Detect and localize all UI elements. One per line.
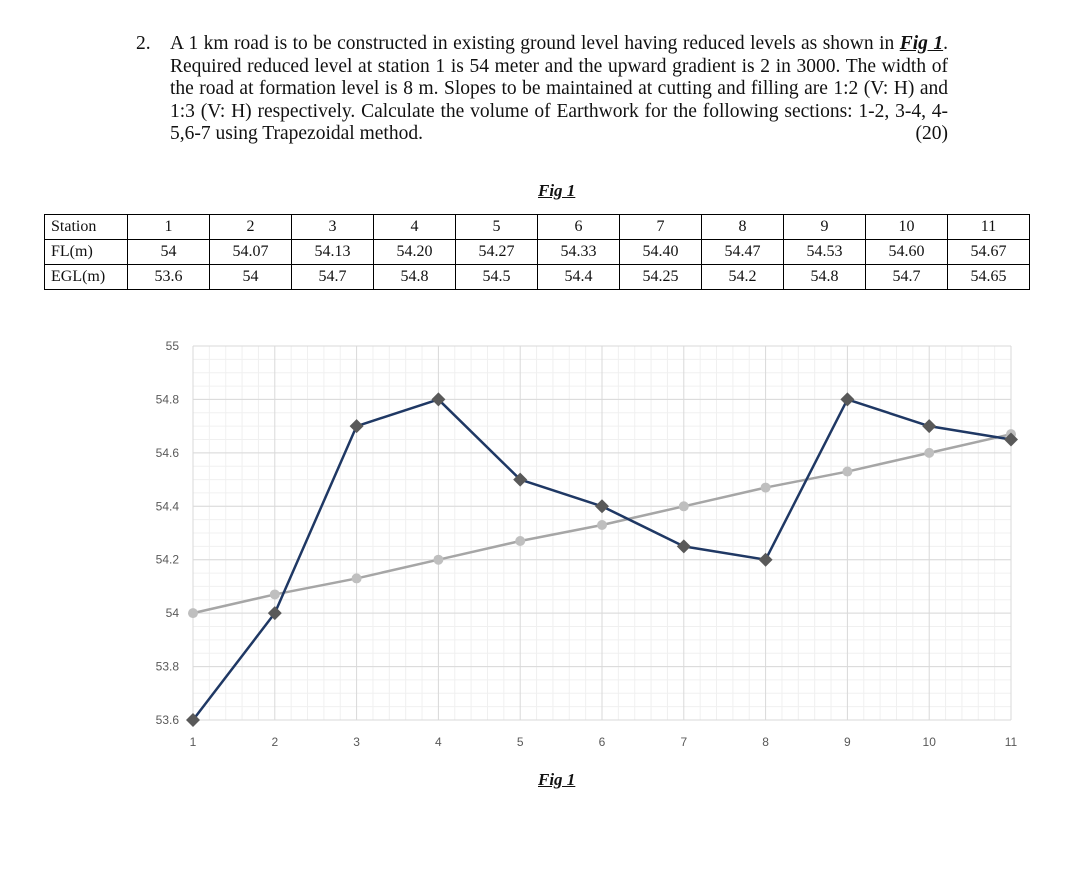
egl-cell: 54.4 (538, 265, 620, 290)
station-cell: 2 (210, 215, 292, 240)
x-tick-label: 2 (271, 735, 279, 749)
data-point-fl (761, 483, 771, 493)
y-tick-label: 54.2 (155, 552, 179, 567)
data-point-egl (595, 499, 609, 513)
fl-cell: 54 (128, 240, 210, 265)
egl-cell: 54.25 (620, 265, 702, 290)
x-tick-label: 10 (922, 735, 936, 749)
figure-caption-top: Fig 1 (538, 181, 576, 200)
fl-cell: 54.47 (702, 240, 784, 265)
data-point-egl (350, 419, 364, 433)
x-tick-label: 5 (516, 735, 524, 749)
x-tick-label: 11 (1004, 735, 1018, 749)
row-header-station: Station (45, 215, 128, 240)
fl-cell: 54.13 (292, 240, 374, 265)
data-point-fl (352, 573, 362, 583)
station-cell: 5 (456, 215, 538, 240)
data-point-egl (922, 419, 936, 433)
data-point-fl (679, 501, 689, 511)
data-point-fl (842, 467, 852, 477)
station-cell: 10 (866, 215, 948, 240)
y-tick-label: 53.8 (155, 659, 179, 674)
station-cell: 4 (374, 215, 456, 240)
data-point-fl (188, 608, 198, 618)
egl-cell: 54.8 (374, 265, 456, 290)
egl-cell: 54.2 (702, 265, 784, 290)
y-tick-label: 54 (165, 606, 179, 621)
marks-label: (20) (915, 123, 948, 144)
question-number: 2. (136, 33, 151, 54)
egl-cell: 54.7 (292, 265, 374, 290)
figure-reference: Fig 1 (899, 33, 944, 54)
fl-cell: 54.60 (866, 240, 948, 265)
y-tick-label: 54.4 (155, 499, 179, 514)
data-point-fl (597, 520, 607, 530)
x-tick-label: 8 (762, 735, 769, 749)
row-header-egl: EGL(m) (45, 265, 128, 290)
fl-cell: 54.40 (620, 240, 702, 265)
egl-cell: 54 (210, 265, 292, 290)
egl-cell: 54.5 (456, 265, 538, 290)
fl-cell: 54.20 (374, 240, 456, 265)
fl-cell: 54.53 (784, 240, 866, 265)
station-cell: 6 (538, 215, 620, 240)
data-point-fl (515, 536, 525, 546)
question-text-intro: A 1 km road is to be constructed in existing ground level having reduced levels as shown in (170, 33, 895, 54)
x-tick-label: 6 (598, 735, 606, 749)
fl-cell: 54.67 (948, 240, 1030, 265)
station-cell: 7 (620, 215, 702, 240)
x-tick-label: 1 (189, 735, 197, 749)
station-cell: 9 (784, 215, 866, 240)
station-cell: 1 (128, 215, 210, 240)
data-point-fl (924, 448, 934, 458)
station-cell: 3 (292, 215, 374, 240)
x-tick-label: 7 (680, 735, 688, 749)
y-tick-label: 53.6 (155, 713, 179, 727)
egl-cell: 53.6 (128, 265, 210, 290)
egl-cell: 54.7 (866, 265, 948, 290)
x-tick-label: 4 (435, 735, 442, 749)
question-text-main: . Required reduced level at station 1 is 54 meter and the upward gradient is 2 in 3000. The width of the road at formation level is 8 m. Slopes to be maintained at cutting and filling are 1:2 (V: H) and 1:3 (V: H) respectively. Calculate the volume of Earthwork for the following sections: 1-2, 3-4, 4-5,6-7 using Trapezoidal method. (170, 33, 948, 144)
figure-caption-bottom: Fig 1 (538, 770, 576, 789)
row-header-fl: FL(m) (45, 240, 128, 265)
data-point-egl (677, 539, 691, 553)
fl-cell: 54.07 (210, 240, 292, 265)
y-tick-label: 55 (165, 339, 179, 353)
y-tick-label: 54.8 (155, 392, 179, 407)
data-point-egl (759, 553, 773, 567)
x-tick-label: 3 (353, 735, 360, 749)
station-cell: 11 (948, 215, 1030, 240)
egl-cell: 54.8 (784, 265, 866, 290)
egl-cell: 54.65 (948, 265, 1030, 290)
station-cell: 8 (702, 215, 784, 240)
data-point-fl (433, 555, 443, 565)
y-tick-label: 54.6 (155, 445, 179, 460)
data-point-egl (840, 392, 854, 406)
data-point-fl (270, 589, 280, 599)
x-tick-label: 9 (844, 735, 851, 749)
fl-cell: 54.27 (456, 240, 538, 265)
fl-cell: 54.33 (538, 240, 620, 265)
